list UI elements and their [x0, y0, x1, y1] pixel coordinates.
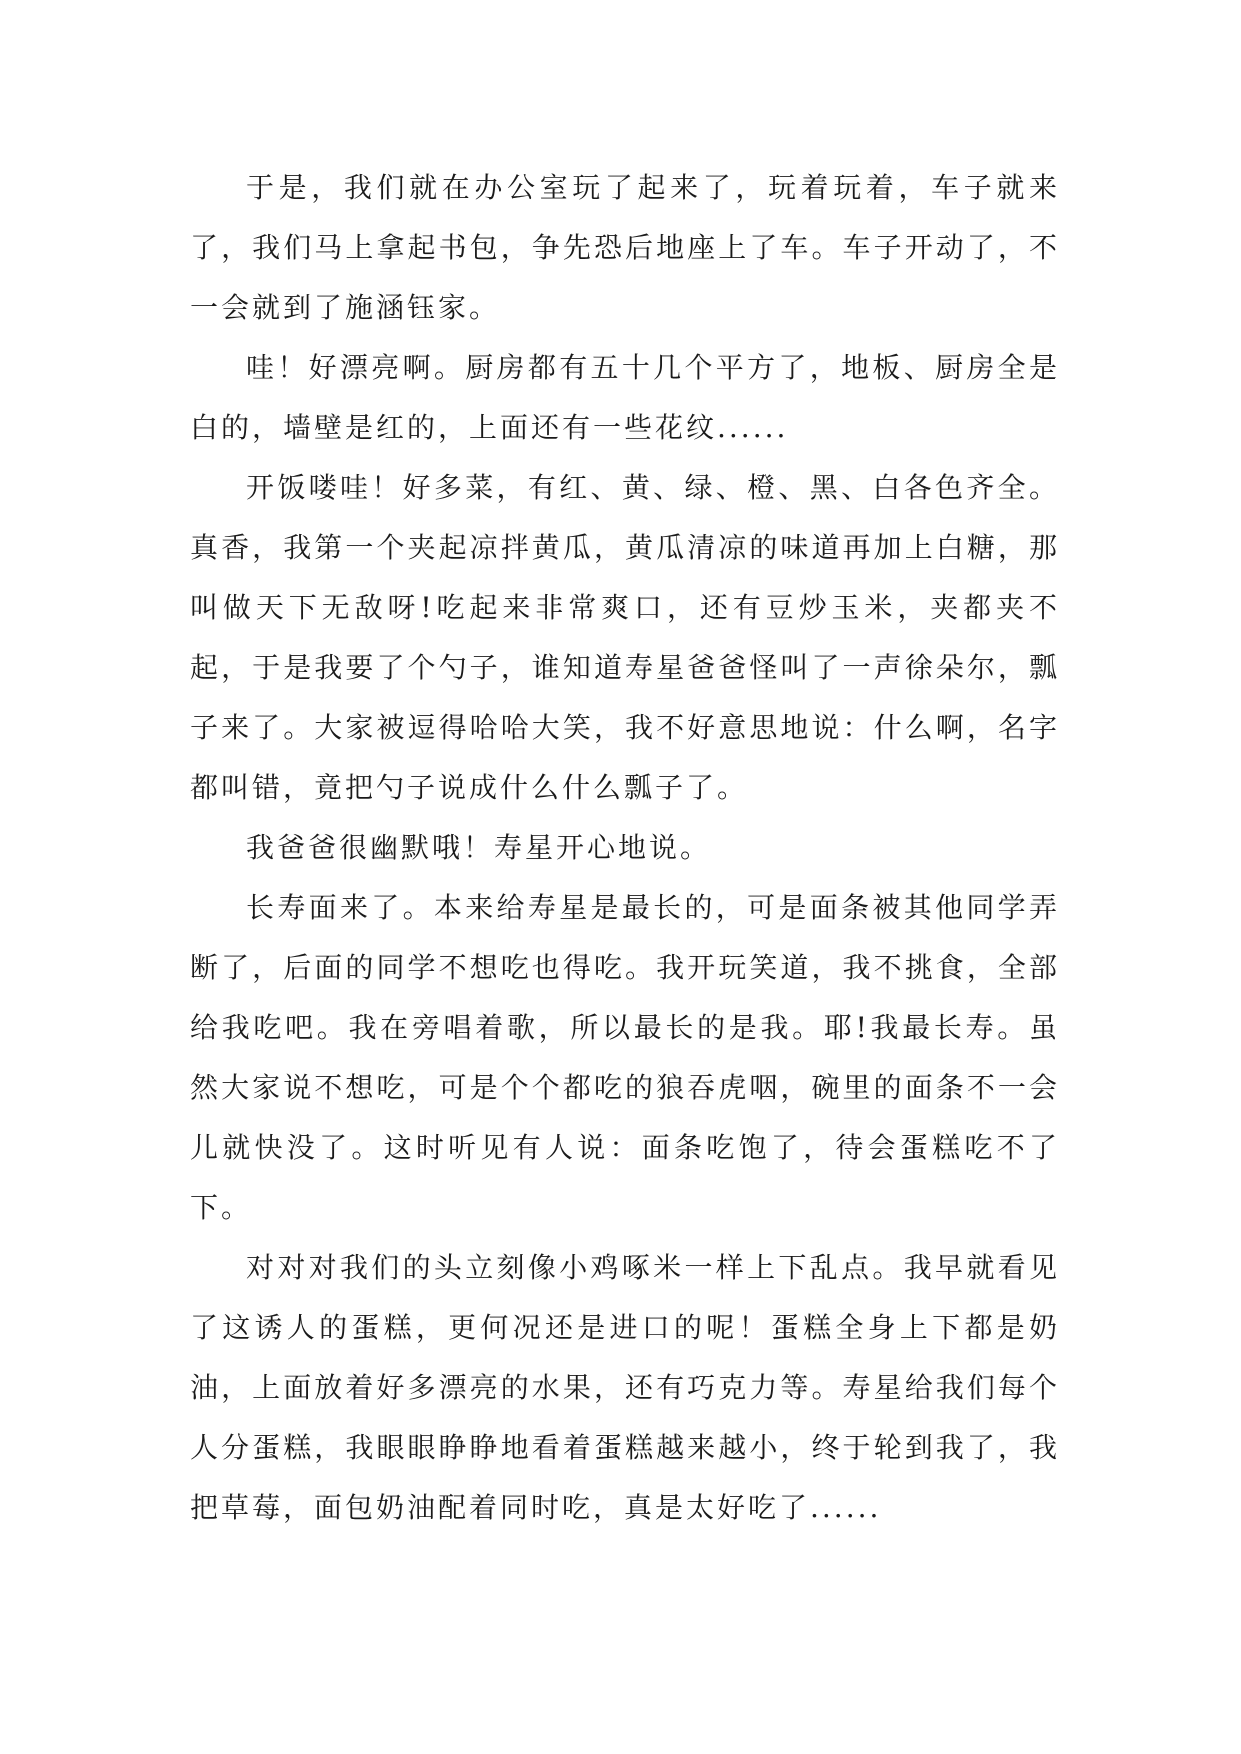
paragraph: 于是，我们就在办公室玩了起来了，玩着玩着，车子就来了，我们马上拿起书包，争先恐后地座上了车。车子开动了，不一会就到了施涵钰家。: [190, 171, 1060, 324]
paragraph: 开饭喽哇！好多菜，有红、黄、绿、橙、黑、白各色齐全。真香，我第一个夹起凉拌黄瓜，黄瓜清凉的味道再加上白糖，那叫做天下无敌呀!吃起来非常爽口，还有豆炒玉米，夹都夹不起，于是我要了个勺子，谁知道寿星爸爸怪叫了一声徐朵尔，瓢子来了。大家被逗得哈哈大笑，我不好意思地说：什么啊，名字都叫错，竟把勺子说成什么什么瓢子了。: [190, 471, 1060, 804]
paragraph: 哇！好漂亮啊。厨房都有五十几个平方了，地板、厨房全是白的，墙壁是红的，上面还有一些花纹......: [190, 351, 1060, 444]
paragraph: 我爸爸很幽默哦！寿星开心地说。: [246, 831, 712, 864]
paragraph: 长寿面来了。本来给寿星是最长的，可是面条被其他同学弄断了，后面的同学不想吃也得吃。我开玩笑道，我不挑食，全部给我吃吧。我在旁唱着歌，所以最长的是我。耶!我最长寿。虽然大家说不想吃，可是个个都吃的狼吞虎咽，碗里的面条不一会儿就快没了。这时听见有人说：面条吃饱了，待会蛋糕吃不了下。: [190, 891, 1060, 1224]
paragraph: 对对对我们的头立刻像小鸡啄米一样上下乱点。我早就看见了这诱人的蛋糕，更何况还是进口的呢！蛋糕全身上下都是奶油，上面放着好多漂亮的水果，还有巧克力等。寿星给我们每个人分蛋糕，我眼眼睁睁地看着蛋糕越来越小，终于轮到我了，我把草莓，面包奶油配着同时吃，真是太好吃了......: [190, 1251, 1060, 1524]
document-body: [190, 158, 1060, 1538]
